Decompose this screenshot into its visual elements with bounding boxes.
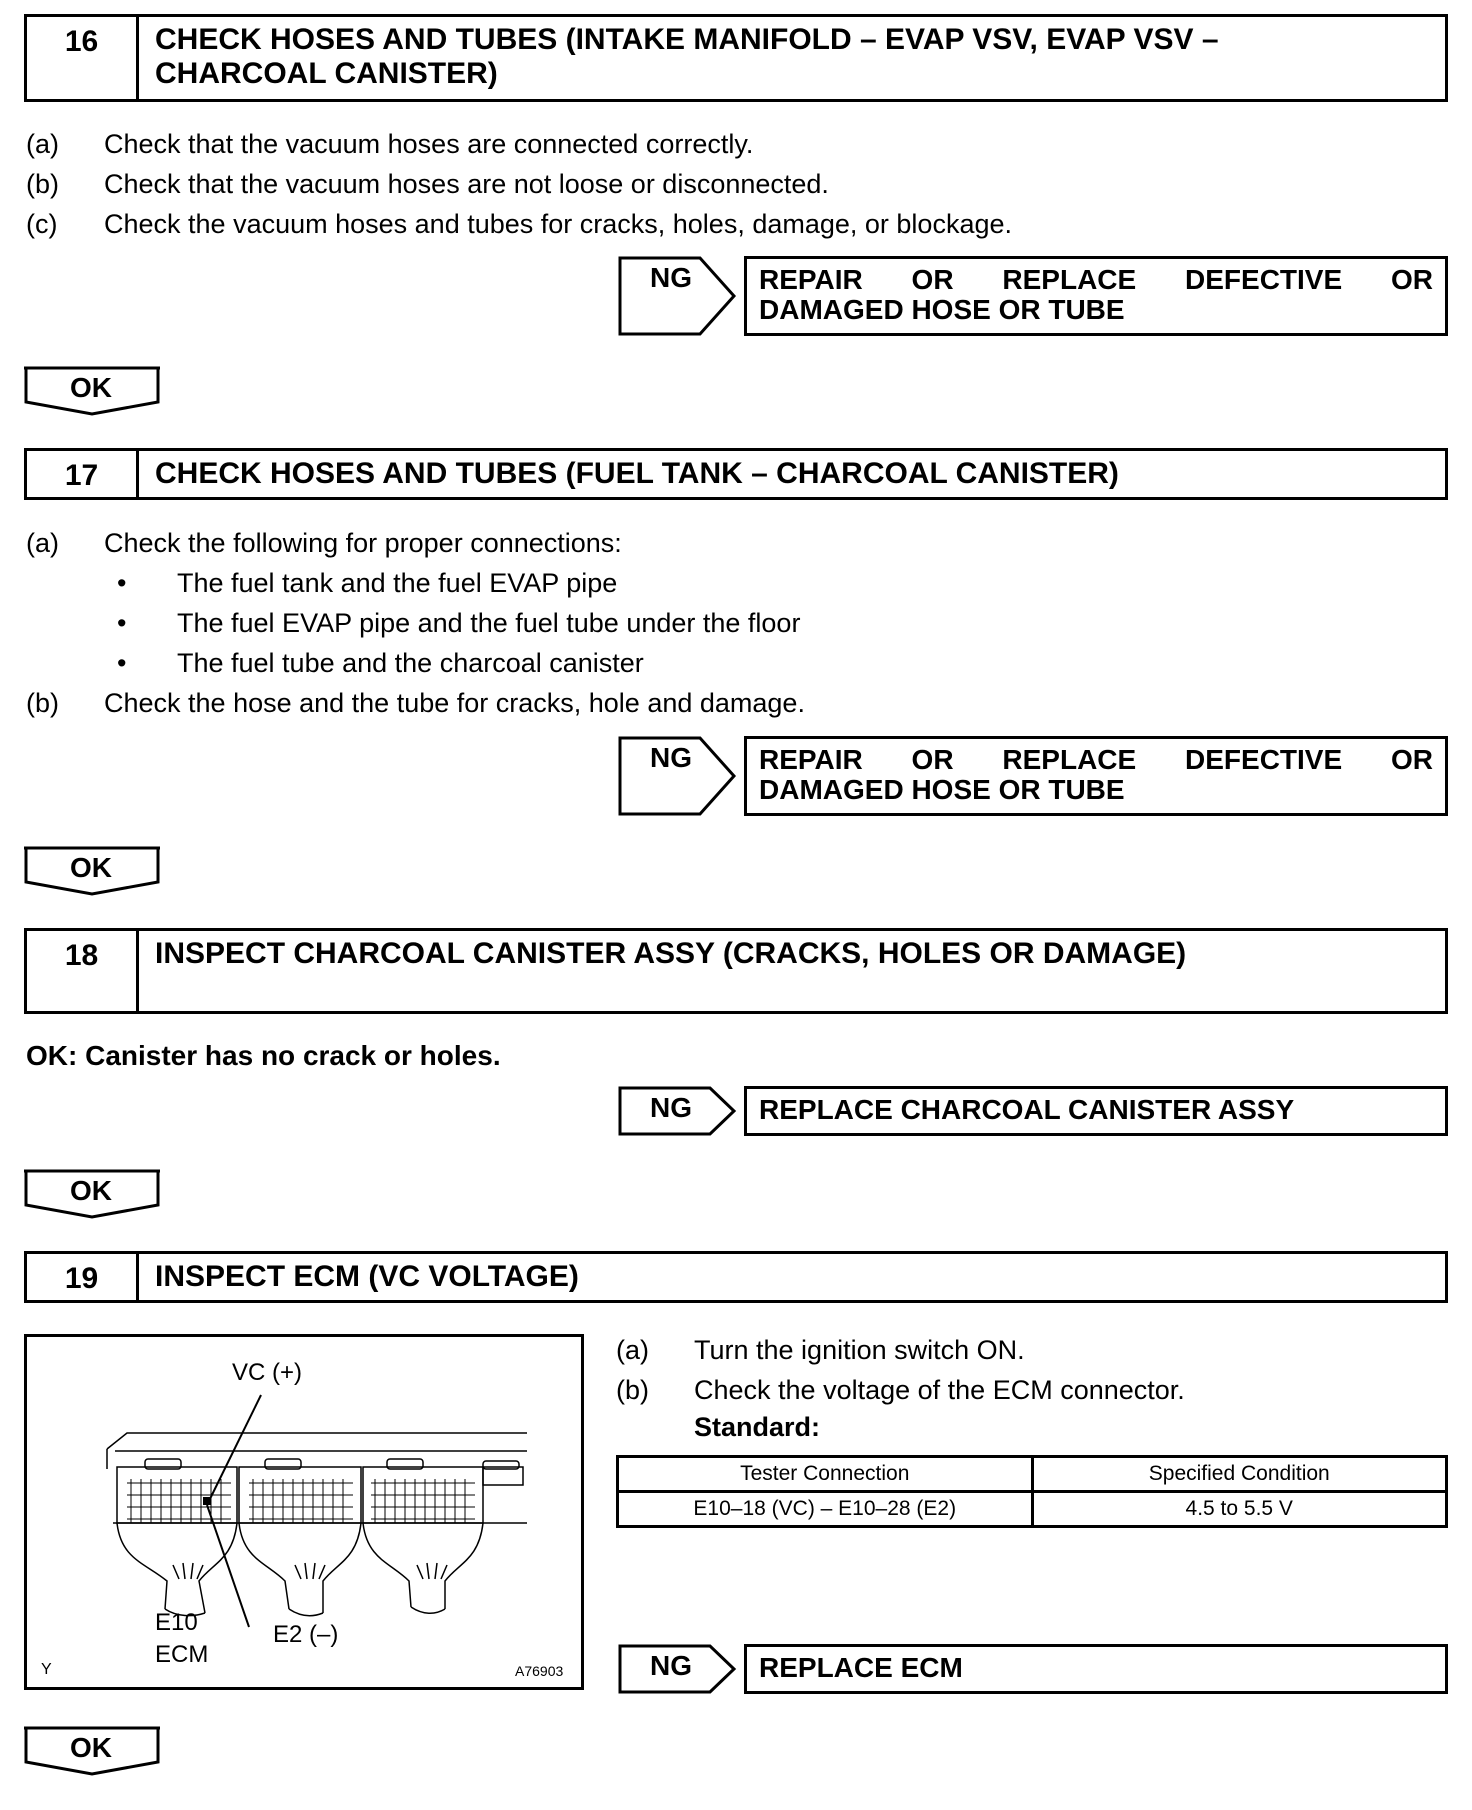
vc-label: VC (+) xyxy=(232,1359,303,1386)
spec-table xyxy=(616,1455,1448,1528)
step-number: 18 xyxy=(27,931,139,1011)
step-number: 17 xyxy=(27,451,139,497)
ok-condition: OK: Canister has no crack or holes. xyxy=(26,1040,501,1071)
table-header: Specified Condition xyxy=(1032,1457,1447,1492)
step-number: 16 xyxy=(27,17,139,99)
ok-tag: OK xyxy=(24,366,160,416)
table-header: Tester Connection xyxy=(618,1457,1033,1492)
figure-corner-label: Y xyxy=(41,1661,52,1678)
ng-arrow: NG xyxy=(618,256,738,336)
ecm-connector-figure xyxy=(24,1334,584,1690)
standard-label: Standard: xyxy=(694,1412,821,1442)
ng-result-box: REPAIR OR REPLACE DEFECTIVE OR DAMAGED HOSE OR TUBE xyxy=(744,736,1448,816)
step-17-header xyxy=(24,448,1448,500)
step-title: INSPECT CHARCOAL CANISTER ASSY (CRACKS, HOLES OR DAMAGE) xyxy=(155,937,1187,970)
e2-label: E2 (–) xyxy=(273,1621,339,1648)
step-title: CHECK HOSES AND TUBES (INTAKE MANIFOLD – EVAP VSV, EVAP VSV – CHARCOAL CANISTER) xyxy=(155,23,1219,90)
ng-arrow: NG xyxy=(618,1086,738,1136)
step-title: CHECK HOSES AND TUBES (FUEL TANK – CHARCOAL CANISTER) xyxy=(155,457,1119,490)
ok-tag: OK xyxy=(24,1726,160,1776)
table-cell: E10–18 (VC) – E10–28 (E2) xyxy=(618,1492,1033,1527)
ng-result-box: REPLACE ECM xyxy=(744,1644,1448,1694)
step-16-header xyxy=(24,14,1448,102)
table-header-row xyxy=(618,1457,1447,1492)
ok-tag: OK xyxy=(24,846,160,896)
table-cell: 4.5 to 5.5 V xyxy=(1032,1492,1447,1527)
ecm-label: ECM xyxy=(155,1641,209,1668)
e10-label: E10 xyxy=(155,1609,198,1636)
ng-arrow: NG xyxy=(618,1644,738,1694)
ng-arrow: NG xyxy=(618,736,738,816)
step-number: 19 xyxy=(27,1254,139,1300)
step-18-header xyxy=(24,928,1448,1014)
ok-tag: OK xyxy=(24,1169,160,1219)
figure-id: A76903 xyxy=(515,1663,564,1679)
ng-result-box: REPAIR OR REPLACE DEFECTIVE OR DAMAGED HOSE OR TUBE xyxy=(744,256,1448,336)
step-19-header xyxy=(24,1251,1448,1303)
ng-result-box: REPLACE CHARCOAL CANISTER ASSY xyxy=(744,1086,1448,1136)
step-title: INSPECT ECM (VC VOLTAGE) xyxy=(155,1260,579,1293)
table-row xyxy=(618,1492,1447,1527)
